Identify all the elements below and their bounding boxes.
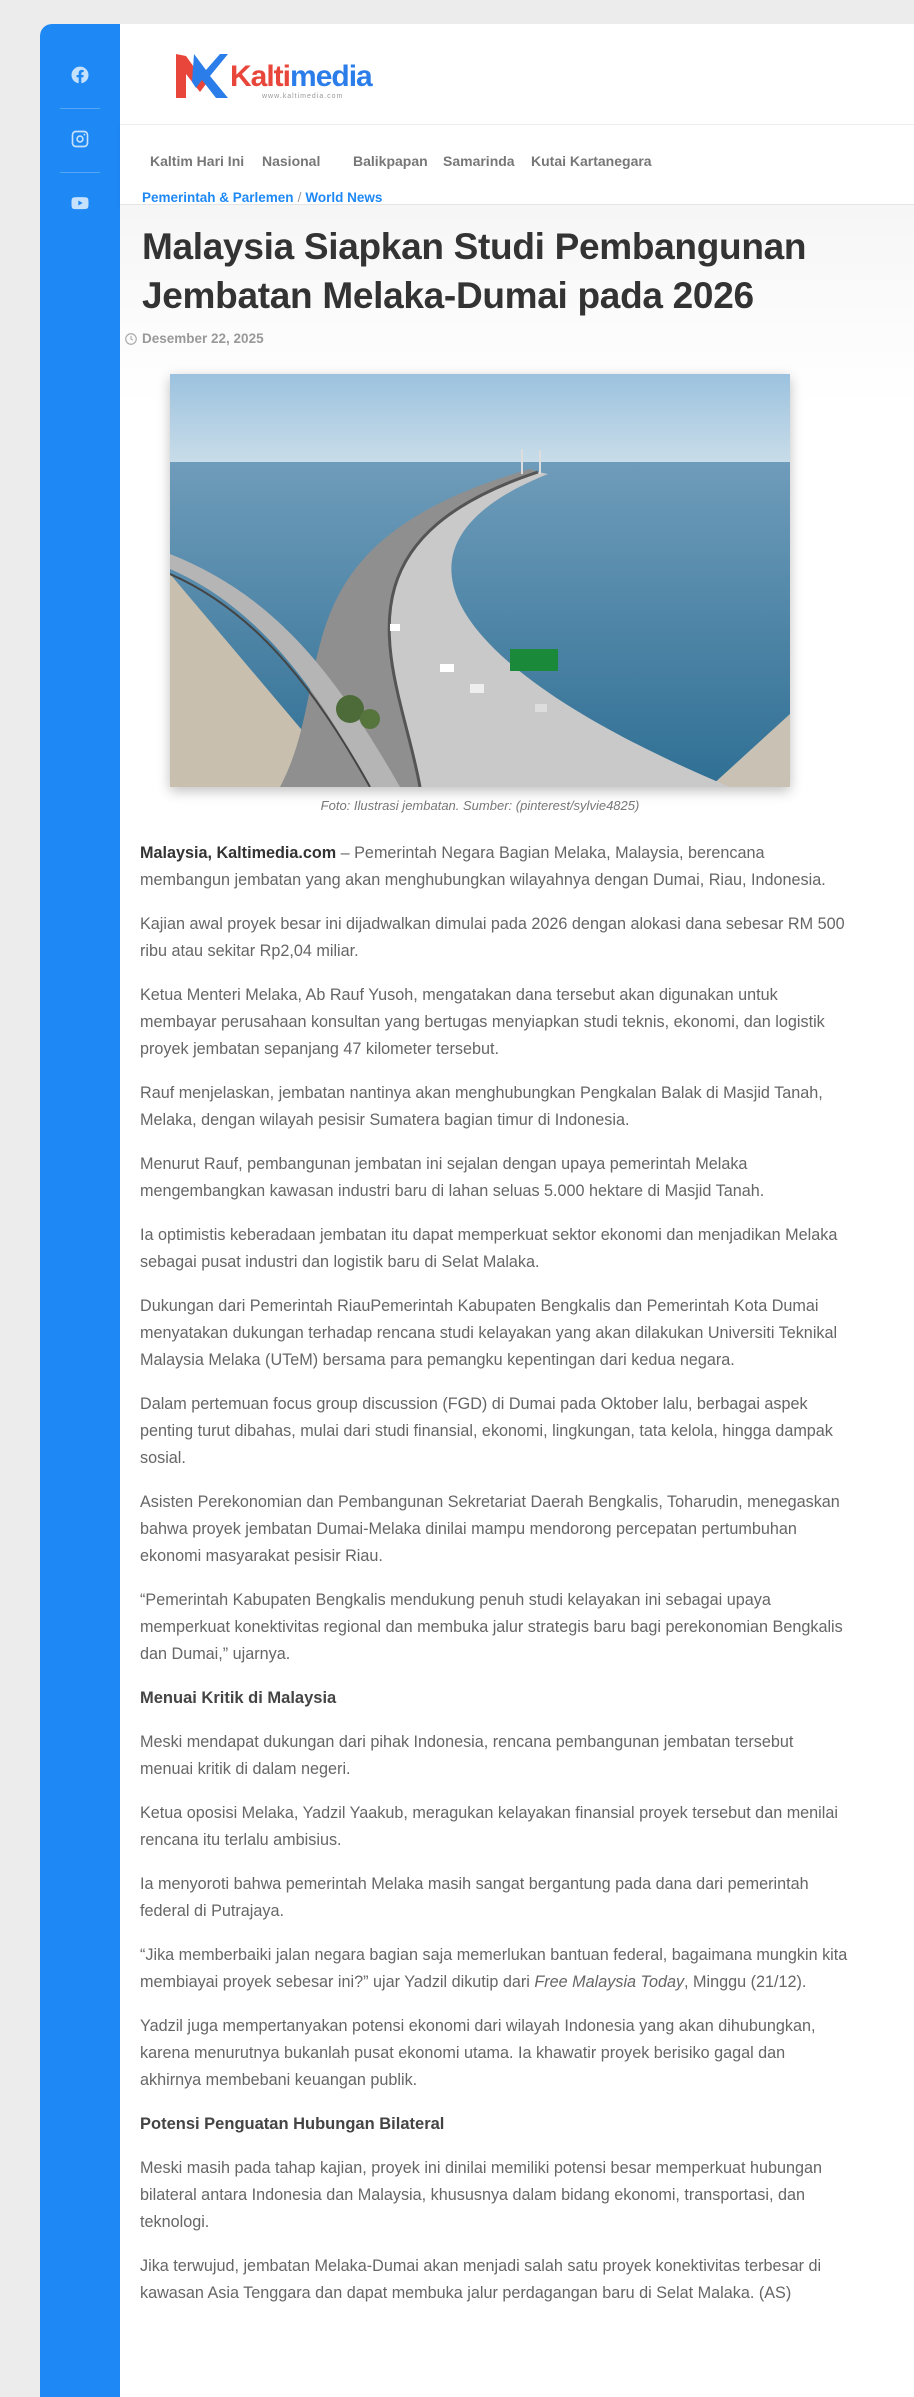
section-heading: Potensi Penguatan Hubungan Bilateral xyxy=(140,2115,445,2133)
nav-item-balikpapan[interactable]: Balikpapan xyxy=(353,153,428,169)
clock-icon xyxy=(124,332,138,346)
nav-item-samarinda[interactable]: Samarinda xyxy=(443,153,515,169)
paragraph: Ia optimistis keberadaan jembatan itu dapat memperkuat sektor ekonomi dan menjadikan Melaka sebagai pusat industri dan logistik baru di Selat Malaka. xyxy=(140,1226,838,1271)
date-text: Desember 22, 2025 xyxy=(142,331,264,346)
logo-wordmark: Kaltimedia xyxy=(230,60,372,93)
facebook-icon[interactable] xyxy=(65,60,95,90)
paragraph: Ketua oposisi Melaka, Yadzil Yaakub, meragukan kelayakan finansial proyek tersebut dan menilai rencana itu terlalu ambisius. xyxy=(140,1804,838,1849)
paragraph: Kajian awal proyek besar ini dijadwalkan dimulai pada 2026 dengan alokasi dana sebesar RM 500 ribu atau sekitar Rp2,04 miliar. xyxy=(140,915,845,960)
quote-paragraph xyxy=(140,1942,848,1996)
lead-paragraph xyxy=(140,840,848,894)
paragraph: Meski masih pada tahap kajian, proyek ini dinilai memiliki potensi besar memperkuat hubungan bilateral antara Indonesia dan Malaysia, khususnya dalam bidang ekonomi, transportasi, dan teknologi. xyxy=(140,2159,823,2231)
quote-text: “Jika memberbaiki jalan negara bagian saja memerlukan bantuan federal, bagaimana mungkin kita membiayai proyek sebesar ini?” ujar Yadzil dikutip dari xyxy=(140,1946,848,1991)
image-caption: Foto: Ilustrasi jembatan. Sumber: (pinterest/sylvie4825) xyxy=(320,798,640,813)
dateline: Malaysia, Kaltimedia.com xyxy=(140,844,337,862)
paragraph: Asisten Perekonomian dan Pembangunan Sekretariat Daerah Bengkalis, Toharudin, menegaskan bahwa proyek jembatan Dumai-Melaka dinilai mampu mendorong percepatan pertumbuhan ekonomi masyarakat pesisir Riau. xyxy=(140,1493,840,1565)
paragraph: Rauf menjelaskan, jembatan nantinya akan menghubungkan Pengkalan Balak di Masjid Tanah, Melaka, dengan wilayah pesisir Sumatera bagian timur di Indonesia. xyxy=(140,1084,823,1129)
category-link[interactable]: World News xyxy=(305,190,383,205)
article-body xyxy=(140,840,848,2324)
divider xyxy=(60,172,100,173)
paragraph: Dalam pertemuan focus group discussion (FGD) di Dumai pada Oktober lalu, berbagai aspek penting turut dibahas, mulai dari studi finansial, ekonomi, lingkungan, tata kelola, hingga dampak sosial. xyxy=(140,1395,833,1467)
youtube-icon[interactable] xyxy=(65,188,95,218)
paragraph: Menurut Rauf, pembangunan jembatan ini sejalan dengan upaya pemerintah Melaka mengembangkan kawasan industri baru di lahan seluas 5.000 hektare di Masjid Tanah. xyxy=(140,1155,765,1200)
featured-image xyxy=(170,374,790,787)
paragraph: Yadzil juga mempertanyakan potensi ekonomi dari wilayah Indonesia yang akan dihubungkan, karena menurutnya bukanlah pusat ekonomi utama. Ia khawatir proyek berisiko gagal dan akhirnya membebani keuangan publik. xyxy=(140,2017,816,2089)
article-title: Malaysia Siapkan Studi Pembangunan Jembatan Melaka-Dumai pada 2026 xyxy=(142,226,807,316)
logo-mark-icon xyxy=(172,48,230,104)
breadcrumb: Pemerintah & Parlemen / World News xyxy=(142,190,383,205)
nav-item-kutai-kartanegara[interactable]: Kutai Kartanegara xyxy=(531,153,652,169)
nav-item-nasional[interactable]: Nasional xyxy=(262,153,321,169)
category-link[interactable]: Pemerintah & Parlemen xyxy=(142,190,294,205)
site-header xyxy=(120,24,914,125)
paragraph: Meski mendapat dukungan dari pihak Indonesia, rencana pembangunan jembatan tersebut menuai kritik di dalam negeri. xyxy=(140,1733,794,1778)
paragraph: Jika terwujud, jembatan Melaka-Dumai akan menjadi salah satu proyek konektivitas terbesar di kawasan Asia Tenggara dan dapat membuka jalur perdagangan baru di Selat Malaka. (AS) xyxy=(140,2257,822,2302)
logo-url: www.kaltimedia.com xyxy=(262,93,344,100)
divider xyxy=(60,108,100,109)
social-sidebar xyxy=(40,24,120,2397)
site-logo[interactable] xyxy=(172,48,387,104)
lead-text: – Pemerintah Negara Bagian Melaka, Malaysia, berencana membangun jembatan yang akan menghubungkan wilayahnya dengan Dumai, Riau, Indonesia. xyxy=(140,844,826,889)
paragraph: Ketua Menteri Melaka, Ab Rauf Yusoh, mengatakan dana tersebut akan digunakan untuk membayar perusahaan konsultan yang bertugas menyiapkan studi teknis, ekonomi, dan logistik proyek jembatan sepanjang 47 kilometer tersebut. xyxy=(140,986,825,1058)
section-heading: Menuai Kritik di Malaysia xyxy=(140,1689,337,1707)
quote-date: , Minggu (21/12). xyxy=(684,1973,807,1991)
article-date xyxy=(124,331,264,346)
quote-source: Free Malaysia Today xyxy=(534,1973,685,1991)
paragraph: Ia menyoroti bahwa pemerintah Melaka masih sangat bergantung pada dana dari pemerintah federal di Putrajaya. xyxy=(140,1875,809,1920)
nav-item-kaltim-hari-ini[interactable]: Kaltim Hari Ini xyxy=(150,153,245,169)
instagram-icon[interactable] xyxy=(65,124,95,154)
paragraph: “Pemerintah Kabupaten Bengkalis mendukung penuh studi kelayakan ini sebagai upaya memperkuat konektivitas regional dan membuka jalur strategis baru bagi perekonomian Bengkalis dan Dumai,” ujarnya. xyxy=(140,1591,843,1663)
paragraph: Dukungan dari Pemerintah RiauPemerintah Kabupaten Bengkalis dan Pemerintah Kota Dumai menyatakan dukungan terhadap rencana studi kelayakan yang akan dilakukan Universiti Teknikal Malaysia Melaka (UTeM) bersama para pemangku kepentingan dari kedua negara. xyxy=(140,1297,838,1369)
